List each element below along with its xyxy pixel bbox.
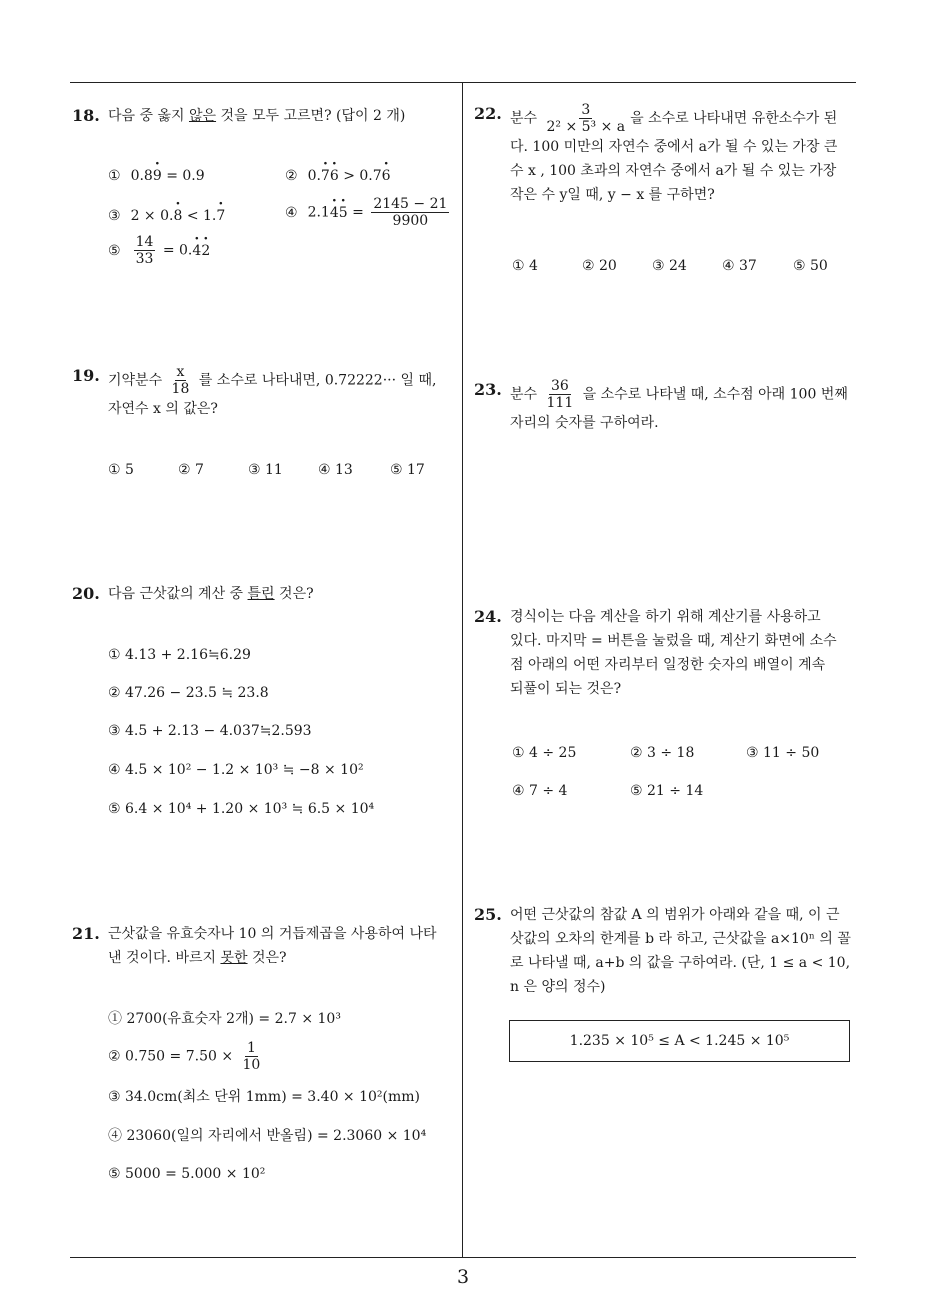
q19-option-4[interactable]: ④ 13 bbox=[318, 462, 353, 478]
question-number: 24. bbox=[474, 607, 502, 626]
q22-option-3[interactable]: ③ 24 bbox=[652, 258, 687, 274]
question-text: 어떤 근삿값의 참값 A 의 범위가 아래와 같을 때, 이 근 삿값의 오차의 한계를 b 라 하고, 근삿값을 a×10ⁿ 의 꼴 로 나타낼 때, a+b 의 값을 구하여라. (단, 1 ≤ a < 10, n 은 양의 정수) bbox=[510, 907, 851, 995]
q20-option-2[interactable]: ② 47.26 − 23.5 ≒ 23.8 bbox=[108, 685, 269, 701]
question-text: 분수 $\frac{36}{111}$ 을 소수로 나타낼 때, 소수점 아래 100 번째 자리의 숫자를 구하여라. bbox=[510, 378, 848, 431]
q18-option-3[interactable]: ③ 2 × 0.· 8 < 1.· 7 bbox=[108, 204, 225, 228]
q21-option-2[interactable]: ② 0.750 = 7.50 × $\frac{1}{10}$ bbox=[108, 1040, 261, 1073]
question-number: 20. bbox=[72, 584, 100, 603]
question-text: 분수 $\frac{3}{\text{2² × 5³ × a}}$ 을 소수로 나타내면 유한소수가 된 다. 100 미만의 자연수 중에서 a가 될 수 있는 가장 큰 수 x , 100 초과의 자연수 중에서 a가 될 수 있는 가장 작은 수 y일 때, y − x 를 구하면? bbox=[510, 102, 838, 203]
question-24 bbox=[474, 605, 858, 701]
question-text: 기약분수 $\frac{x}{18}$ 를 소수로 나타내면, 0.72222··· 일 때, 자연수 x 의 값은? bbox=[108, 364, 437, 417]
page-number: 3 bbox=[456, 1266, 470, 1288]
question-text: 다음 근삿값의 계산 중 틀린 것은? bbox=[108, 586, 314, 602]
bottom-rule bbox=[70, 1257, 856, 1258]
q21-option-1[interactable]: ① 2700(유효숫자 2개) = 2.7 × 10³ bbox=[108, 1011, 341, 1027]
question-number: 18. bbox=[72, 106, 100, 125]
q18-option-1[interactable]: ① 0.8· 9 = 0.9 bbox=[108, 164, 205, 188]
question-text: 경식이는 다음 계산을 하기 위해 계산기를 사용하고 있다. 마지막 = 버튼을 눌렀을 때, 계산기 화면에 소수 점 아래의 어떤 자리부터 일정한 숫자의 배열이 계속 되풀이 되는 것은? bbox=[510, 609, 837, 697]
q19-option-3[interactable]: ③ 11 bbox=[248, 462, 283, 478]
question-number: 25. bbox=[474, 905, 502, 924]
question-number: 21. bbox=[72, 924, 100, 943]
q24-option-5[interactable]: ⑤ 21 ÷ 14 bbox=[630, 783, 704, 799]
q20-option-3[interactable]: ③ 4.5 + 2.13 − 4.037≒2.593 bbox=[108, 723, 312, 739]
q18-option-4[interactable]: ④ 2.1· 4· 5 = $\frac{2145 - 21}{9900}$ bbox=[285, 196, 452, 229]
top-rule bbox=[70, 82, 856, 83]
question-25 bbox=[474, 903, 858, 999]
q22-option-5[interactable]: ⑤ 50 bbox=[793, 258, 828, 274]
q22-option-2[interactable]: ② 20 bbox=[582, 258, 617, 274]
question-23 bbox=[474, 378, 858, 435]
q21-option-3[interactable]: ③ 34.0cm(최소 단위 1mm) = 3.40 × 10²(mm) bbox=[108, 1089, 421, 1105]
q20-option-1[interactable]: ① 4.13 + 2.16≒6.29 bbox=[108, 647, 251, 663]
range-box: 1.235 × 10⁵ ≤ A < 1.245 × 10⁵ bbox=[509, 1020, 850, 1062]
question-18 bbox=[72, 104, 452, 128]
q20-option-4[interactable]: ④ 4.5 × 10² − 1.2 × 10³ ≒ −8 × 10² bbox=[108, 762, 364, 778]
q19-option-5[interactable]: ⑤ 17 bbox=[390, 462, 425, 478]
q18-option-2[interactable]: ② 0.· 7· 6 > 0.7· 6 bbox=[285, 164, 391, 188]
q22-option-4[interactable]: ④ 37 bbox=[722, 258, 757, 274]
q19-option-2[interactable]: ② 7 bbox=[178, 462, 204, 478]
question-19 bbox=[72, 364, 456, 421]
column-divider bbox=[462, 82, 463, 1258]
question-number: 23. bbox=[474, 380, 502, 399]
q19-option-1[interactable]: ① 5 bbox=[108, 462, 134, 478]
q24-option-2[interactable]: ② 3 ÷ 18 bbox=[630, 745, 695, 761]
question-text: 근삿값을 유효숫자나 10 의 거듭제곱을 사용하여 나타 낸 것이다. 바르지 못한 것은? bbox=[108, 926, 437, 966]
question-number: 19. bbox=[72, 366, 100, 385]
question-20 bbox=[72, 582, 452, 606]
question-22 bbox=[474, 102, 858, 207]
question-21 bbox=[72, 922, 456, 970]
q21-option-5[interactable]: ⑤ 5000 = 5.000 × 10² bbox=[108, 1166, 266, 1182]
question-number: 22. bbox=[474, 104, 502, 123]
q18-option-5[interactable]: ⑤ $\frac{14}{33}$ = 0.· 4· 2 bbox=[108, 234, 210, 267]
q20-option-5[interactable]: ⑤ 6.4 × 10⁴ + 1.20 × 10³ ≒ 6.5 × 10⁴ bbox=[108, 801, 375, 817]
q22-option-1[interactable]: ① 4 bbox=[512, 258, 538, 274]
q24-option-4[interactable]: ④ 7 ÷ 4 bbox=[512, 783, 568, 799]
question-text: 다음 중 옳지 않은 것을 모두 고르면? (답이 2 개) bbox=[108, 108, 406, 124]
q21-option-4[interactable]: ④ 23060(일의 자리에서 반올림) = 2.3060 × 10⁴ bbox=[108, 1128, 427, 1144]
q24-option-1[interactable]: ① 4 ÷ 25 bbox=[512, 745, 577, 761]
q24-option-3[interactable]: ③ 11 ÷ 50 bbox=[746, 745, 820, 761]
